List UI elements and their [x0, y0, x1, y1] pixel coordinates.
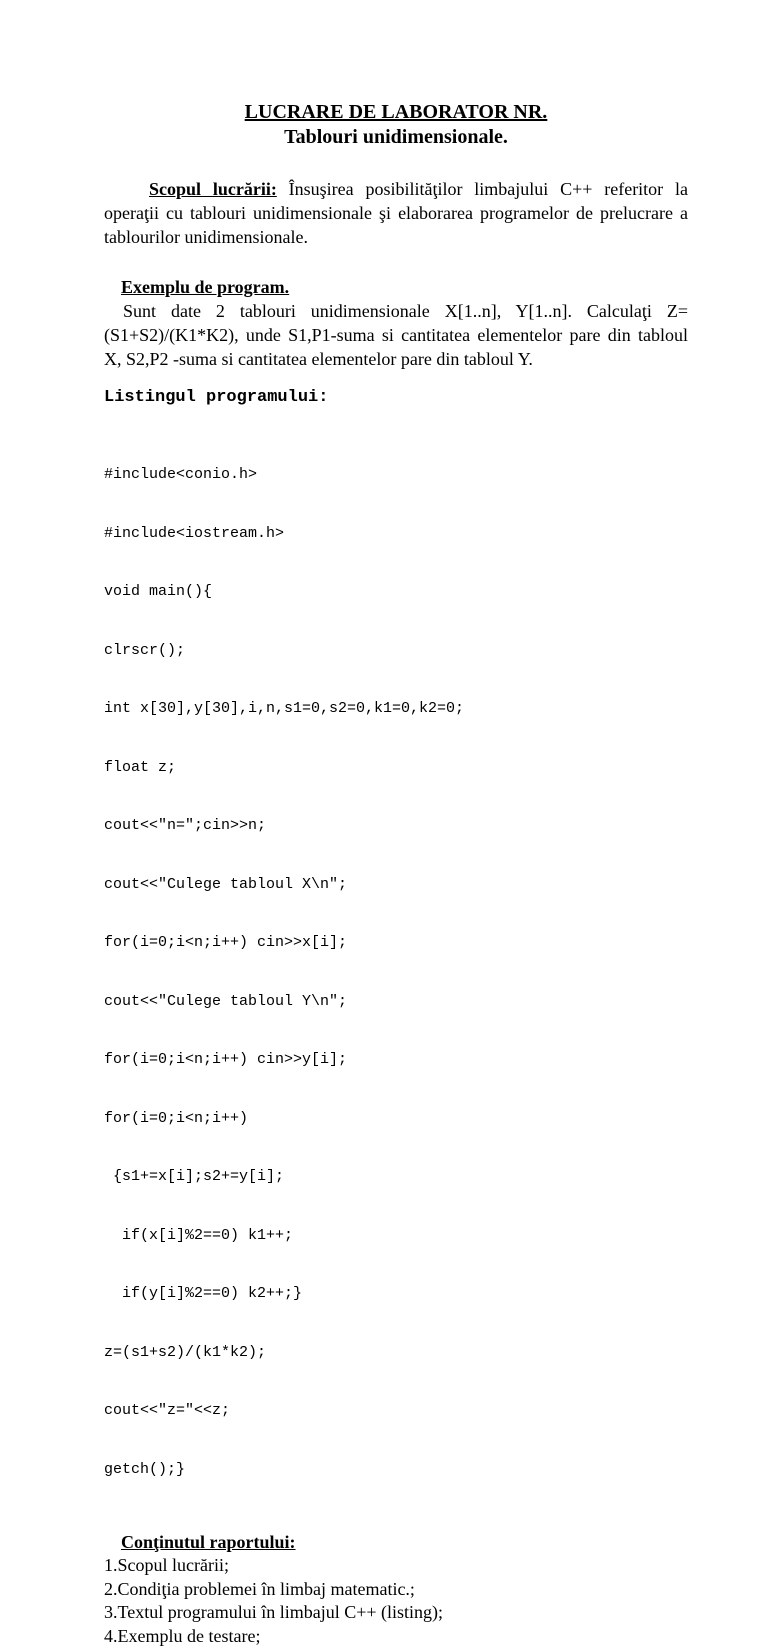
- code-line: for(i=0;i<n;i++) cin>>y[i];: [104, 1050, 688, 1070]
- list-item: 1.Scopul lucrării;: [104, 1554, 688, 1578]
- listing-heading: Listingul programului:: [104, 387, 688, 409]
- code-line: getch();}: [104, 1460, 688, 1480]
- code-line: int x[30],y[30],i,n,s1=0,s2=0,k1=0,k2=0;: [104, 699, 688, 719]
- code-line: #include<iostream.h>: [104, 524, 688, 544]
- document-title: [104, 100, 688, 150]
- code-listing: [104, 426, 688, 1518]
- code-line: #include<conio.h>: [104, 465, 688, 485]
- code-line: cout<<"z="<<z;: [104, 1401, 688, 1421]
- code-line: {s1+=x[i];s2+=y[i];: [104, 1167, 688, 1187]
- code-line: if(x[i]%2==0) k1++;: [104, 1226, 688, 1246]
- example-heading: Exemplu de program.: [104, 275, 688, 299]
- list-item: 4.Exemplu de testare;: [104, 1625, 688, 1648]
- purpose-text: Însuşirea posibilităţilor limbajului C++ referitor la operaţii cu tablouri unidimensionale şi elaborarea programelor de prelucrare a tablourilor unidimensionale.: [104, 179, 688, 247]
- list-item: 2.Condiţia problemei în limbaj matematic.;: [104, 1578, 688, 1602]
- list-item: 3.Textul programului în limbajul C++ (listing);: [104, 1601, 688, 1625]
- code-line: if(y[i]%2==0) k2++;}: [104, 1284, 688, 1304]
- report-heading: Conţinutul raportului:: [104, 1530, 688, 1554]
- lab-subtitle: Tablouri unidimensionale.: [284, 126, 508, 148]
- purpose-label: Scopul lucrării:: [149, 179, 277, 199]
- code-line: for(i=0;i<n;i++) cin>>x[i];: [104, 933, 688, 953]
- example-text: Sunt date 2 tablouri unidimensionale X[1..n], Y[1..n]. Calculaţi Z=(S1+S2)/(K1*K2), unde S1,P1-suma si cantitatea elementelor pare din tabloul X, S2,P2 -suma si cantitatea elementelor pare din tabloul Y.: [104, 299, 688, 371]
- report-list: [104, 1554, 688, 1648]
- document-page: [104, 100, 688, 1648]
- code-line: z=(s1+s2)/(k1*k2);: [104, 1343, 688, 1363]
- code-line: cout<<"Culege tabloul X\n";: [104, 875, 688, 895]
- purpose-paragraph: [104, 177, 688, 249]
- code-line: cout<<"Culege tabloul Y\n";: [104, 992, 688, 1012]
- code-line: for(i=0;i<n;i++): [104, 1109, 688, 1129]
- code-line: cout<<"n=";cin>>n;: [104, 816, 688, 836]
- code-line: float z;: [104, 758, 688, 778]
- code-line: clrscr();: [104, 641, 688, 661]
- code-line: void main(){: [104, 582, 688, 602]
- lab-title: LUCRARE DE LABORATOR NR.: [245, 101, 548, 123]
